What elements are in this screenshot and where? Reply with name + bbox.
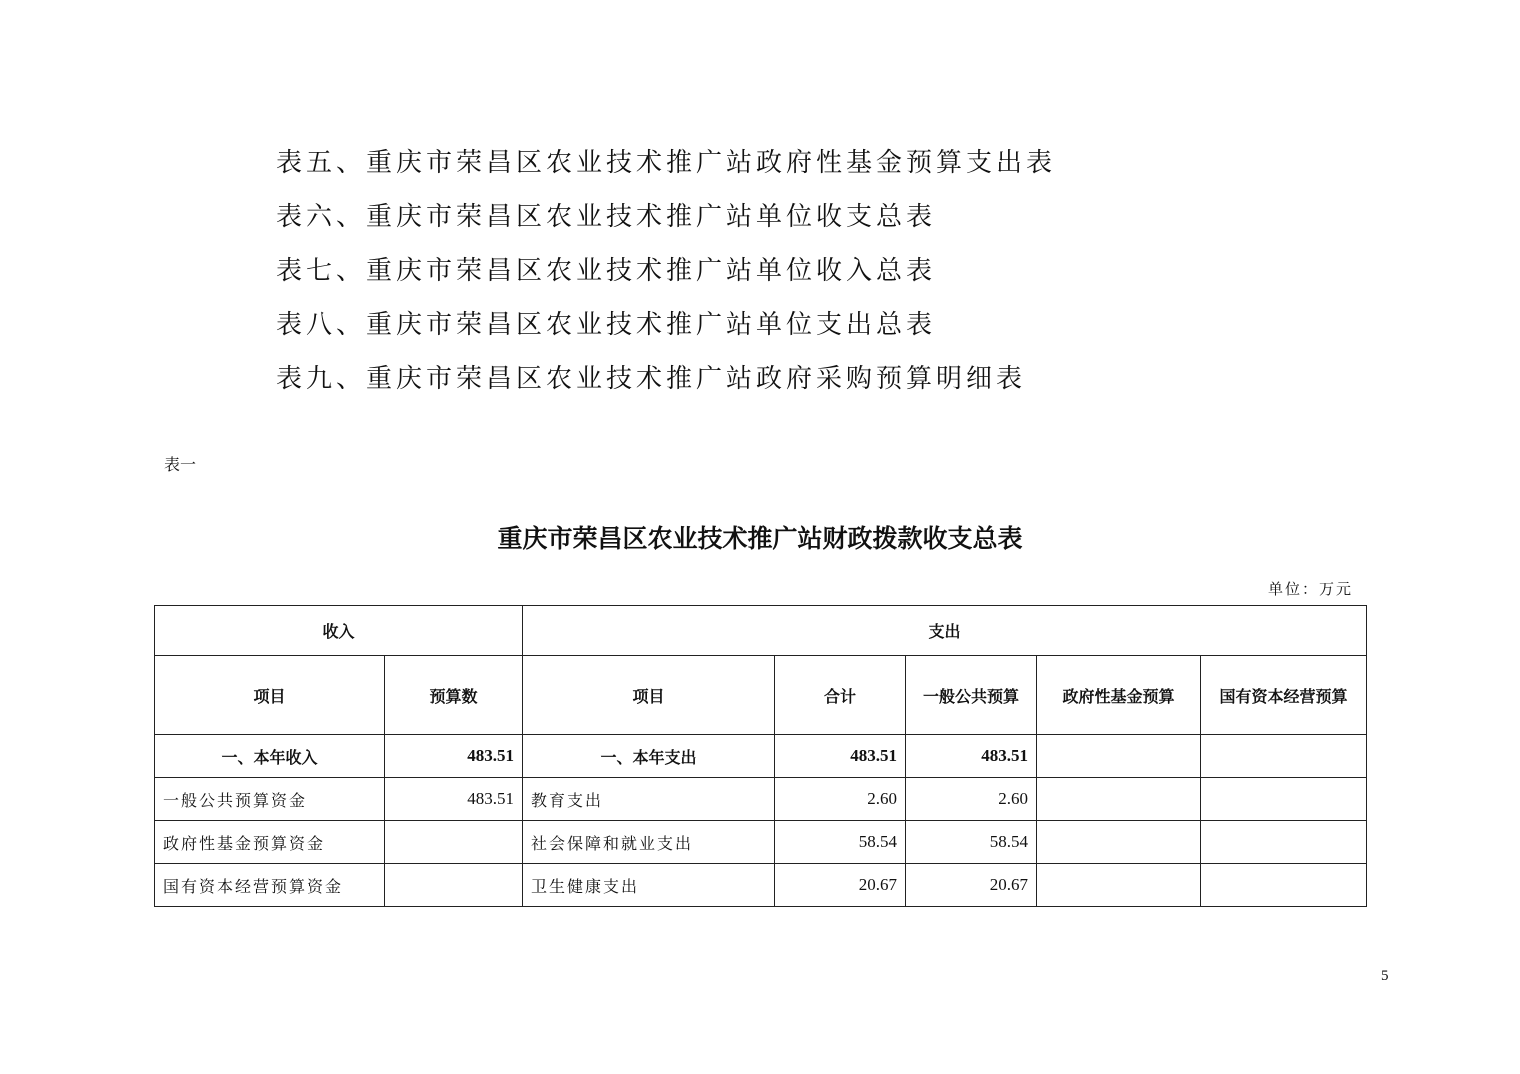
table-cell: 20.67 <box>775 864 906 907</box>
column-header: 项目 <box>155 656 385 735</box>
column-header: 预算数 <box>385 656 523 735</box>
table-cell: 20.67 <box>906 864 1037 907</box>
table-cell <box>1201 821 1367 864</box>
toc-item: 表六、重庆市荣昌区农业技术推广站单位收支总表 <box>276 202 937 232</box>
table-cell <box>1201 735 1367 778</box>
table-cell: 卫生健康支出 <box>523 864 775 907</box>
toc-item: 表八、重庆市荣昌区农业技术推广站单位支出总表 <box>276 310 937 340</box>
table-cell: 社会保障和就业支出 <box>523 821 775 864</box>
toc-item: 表九、重庆市荣昌区农业技术推广站政府采购预算明细表 <box>276 364 1027 394</box>
table-cell: 一、本年收入 <box>155 735 385 778</box>
table-group-header-row <box>155 606 1367 656</box>
expense-header: 支出 <box>523 606 1367 656</box>
column-header: 合计 <box>775 656 906 735</box>
finance-table <box>154 605 1367 907</box>
table-row <box>155 778 1367 821</box>
table-cell: 2.60 <box>906 778 1037 821</box>
table-cell <box>1037 778 1201 821</box>
table-title: 重庆市荣昌区农业技术推广站财政拨款收支总表 <box>497 524 1023 553</box>
table-cell <box>1037 735 1201 778</box>
table-of-contents <box>276 140 1056 410</box>
table-cell <box>1201 778 1367 821</box>
table-label: 表一 <box>164 455 197 474</box>
column-header: 国有资本经营预算 <box>1201 656 1367 735</box>
column-header: 一般公共预算 <box>906 656 1037 735</box>
table-row <box>155 821 1367 864</box>
column-header: 项目 <box>523 656 775 735</box>
unit-label: 单位：万元 <box>1268 580 1354 598</box>
table-cell: 国有资本经营预算资金 <box>155 864 385 907</box>
table-cell: 政府性基金预算资金 <box>155 821 385 864</box>
table-cell <box>385 864 523 907</box>
table-cell: 483.51 <box>385 778 523 821</box>
table-cell: 58.54 <box>775 821 906 864</box>
page-number: 5 <box>1381 968 1389 984</box>
table-row <box>155 864 1367 907</box>
income-header: 收入 <box>155 606 523 656</box>
table-row <box>155 735 1367 778</box>
table-cell: 483.51 <box>775 735 906 778</box>
table-cell: 483.51 <box>906 735 1037 778</box>
table-cell <box>1037 821 1201 864</box>
toc-item: 表五、重庆市荣昌区农业技术推广站政府性基金预算支出表 <box>276 148 1057 178</box>
table-cell <box>1201 864 1367 907</box>
table-column-header-row <box>155 656 1367 735</box>
toc-item: 表七、重庆市荣昌区农业技术推广站单位收入总表 <box>276 256 937 286</box>
table-cell: 58.54 <box>906 821 1037 864</box>
table-cell: 483.51 <box>385 735 523 778</box>
table-cell <box>1037 864 1201 907</box>
table-cell <box>385 821 523 864</box>
table-cell: 教育支出 <box>523 778 775 821</box>
table-cell: 2.60 <box>775 778 906 821</box>
table-cell: 一般公共预算资金 <box>155 778 385 821</box>
table-cell: 一、本年支出 <box>523 735 775 778</box>
column-header: 政府性基金预算 <box>1037 656 1201 735</box>
